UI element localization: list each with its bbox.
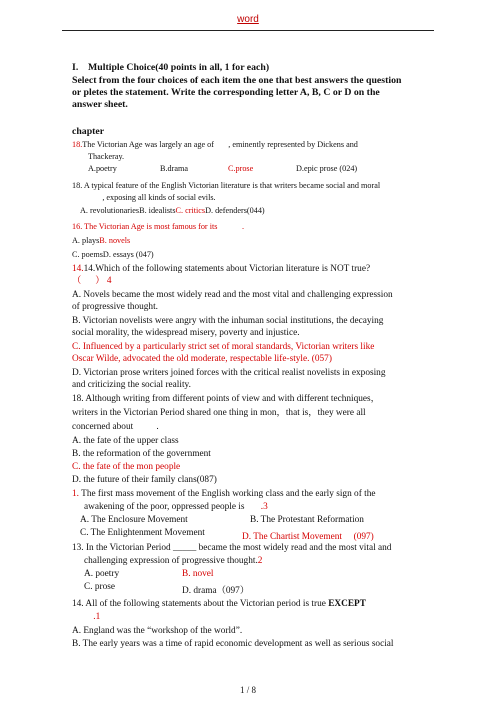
answer-number: 2 xyxy=(257,556,263,566)
option-a: A. England was the “workshop of the world”. xyxy=(72,626,243,636)
option-c-answer: C.prose xyxy=(228,164,254,173)
header-rule xyxy=(62,30,434,31)
option-b-line2: social morality, the widespread misery, poverty and injustice. xyxy=(72,328,300,338)
question-18b-options xyxy=(80,205,430,217)
option-a-line1: A. Novels became the most widely read and the most vital and challenging expression xyxy=(72,290,393,300)
question-1-line1 xyxy=(72,488,432,500)
option-b: B.drama xyxy=(160,164,188,173)
option-d: D.epic prose (024) xyxy=(296,164,358,173)
option-a: A.poetry xyxy=(88,164,117,173)
question-18c-line2: writers in the Victorian Period shared one thing in mon，that is，they were all xyxy=(72,408,366,418)
instruction-line-3: answer sheet. xyxy=(72,99,128,110)
option-d-answer: D. The Chartist Movement (097) xyxy=(242,532,374,542)
header-link[interactable]: word xyxy=(237,14,259,25)
option-b: B. the reformation of the government xyxy=(72,449,211,459)
section-title: I. Multiple Choice(40 points in all, 1 for each) xyxy=(72,62,270,73)
option-b-answer: B. novels xyxy=(99,236,131,245)
question-18b: 18. A typical feature of the English Victorian literature is that writers became social and moral xyxy=(72,181,381,190)
chapter-heading: chapter xyxy=(72,126,105,137)
question-16-options-ab xyxy=(72,235,422,247)
question-16-options-cd xyxy=(72,249,422,261)
option-b: B. The early years was a time of rapid economic development as well as serious social xyxy=(72,639,394,649)
option-c-answer: C. critics xyxy=(175,206,206,215)
question-text: The Victorian Age was largely an age of , eminently represented by Dickens and xyxy=(82,140,358,149)
page-number: 1 / 8 xyxy=(239,685,256,695)
question-18b-cont: , exposing all kinds of social evils. xyxy=(88,193,216,202)
question-1-line2 xyxy=(84,501,434,513)
options-cd: C. poemsD. essays (047) xyxy=(72,250,154,259)
question-text: awakening of the poor, oppressed people is xyxy=(84,502,247,512)
option-a-line2: of progressive thought. xyxy=(72,302,158,312)
option-d-line1: D. Victorian prose writers joined forces with the critical realist novelists in exposing xyxy=(72,368,386,378)
question-14b-line2: .1 xyxy=(84,612,101,622)
option-c-answer: C. the fate of the mon people xyxy=(72,462,181,472)
option-c: C. The Enlightenment Movement xyxy=(80,528,205,538)
option-a: A. The Enclosure Movement xyxy=(80,515,188,525)
option-d: D. drama（097） xyxy=(182,586,250,596)
page-header xyxy=(0,9,496,27)
option-d-line2: and criticizing the social reality. xyxy=(72,380,191,390)
question-14 xyxy=(72,263,432,275)
option-a: A. the fate of the upper class xyxy=(72,436,179,446)
option-c: C. prose xyxy=(84,582,115,592)
option-b-answer: B. novel xyxy=(182,569,214,579)
question-18c-line3: concerned about . xyxy=(72,422,159,432)
question-text: challenging expression of progressive thought. xyxy=(84,556,258,566)
option-b: B. The Protestant Reformation xyxy=(250,515,364,525)
question-13-line2 xyxy=(84,555,434,567)
question-text: 14.Which of the following statements about Victorian literature is NOT true? xyxy=(83,264,371,274)
question-text: The first mass movement of the English working class and the early sign of the xyxy=(78,489,376,499)
answer-number: .3 xyxy=(246,502,268,512)
option-a: A. plays xyxy=(72,236,100,245)
option-c-line1: C. Influenced by a particularly strict set of moral standards, Victorian writers like xyxy=(72,342,375,352)
question-number: 1. xyxy=(72,489,79,499)
question-number: 14. xyxy=(72,264,84,274)
question-18a-cont: Thackeray. xyxy=(88,152,125,161)
question-number: 18. xyxy=(72,140,83,149)
question-16: 16. The Victorian Age is most famous for its . xyxy=(72,222,245,231)
question-13-line1: 13. In the Victorian Period _____ became the most widely read and the most vital and xyxy=(72,543,392,553)
instruction-line-1: Select from the four choices of each item the one that best answers the question xyxy=(72,75,402,86)
options-ab: A. revolutionariesB. idealists xyxy=(80,206,176,215)
question-text: 14. All of the following statements about the Victorian period is true xyxy=(72,599,329,609)
question-18c-line1: 18. Although writing from different points of view and with different techniques， xyxy=(72,394,380,404)
question-14b-line1 xyxy=(72,598,432,610)
option-d: D. defenders(044) xyxy=(205,206,265,215)
emphasis-except: EXCEPT xyxy=(328,599,366,609)
instruction-line-2: or pletes the statement. Write the corresponding letter A, B, C or D on the xyxy=(72,87,380,98)
option-d: D. the future of their family clans(087) xyxy=(72,475,217,485)
option-c-line2: Oscar Wilde, advocated the old moderate, respectable life-style. (057) xyxy=(72,354,332,364)
option-b-line1: B. Victorian novelists were angry with the inhuman social institutions, the decaying xyxy=(72,316,384,326)
question-18a xyxy=(72,139,432,151)
question-14-answer-blank: （ ） 4 xyxy=(72,276,112,286)
option-a: A. poetry xyxy=(84,569,120,579)
